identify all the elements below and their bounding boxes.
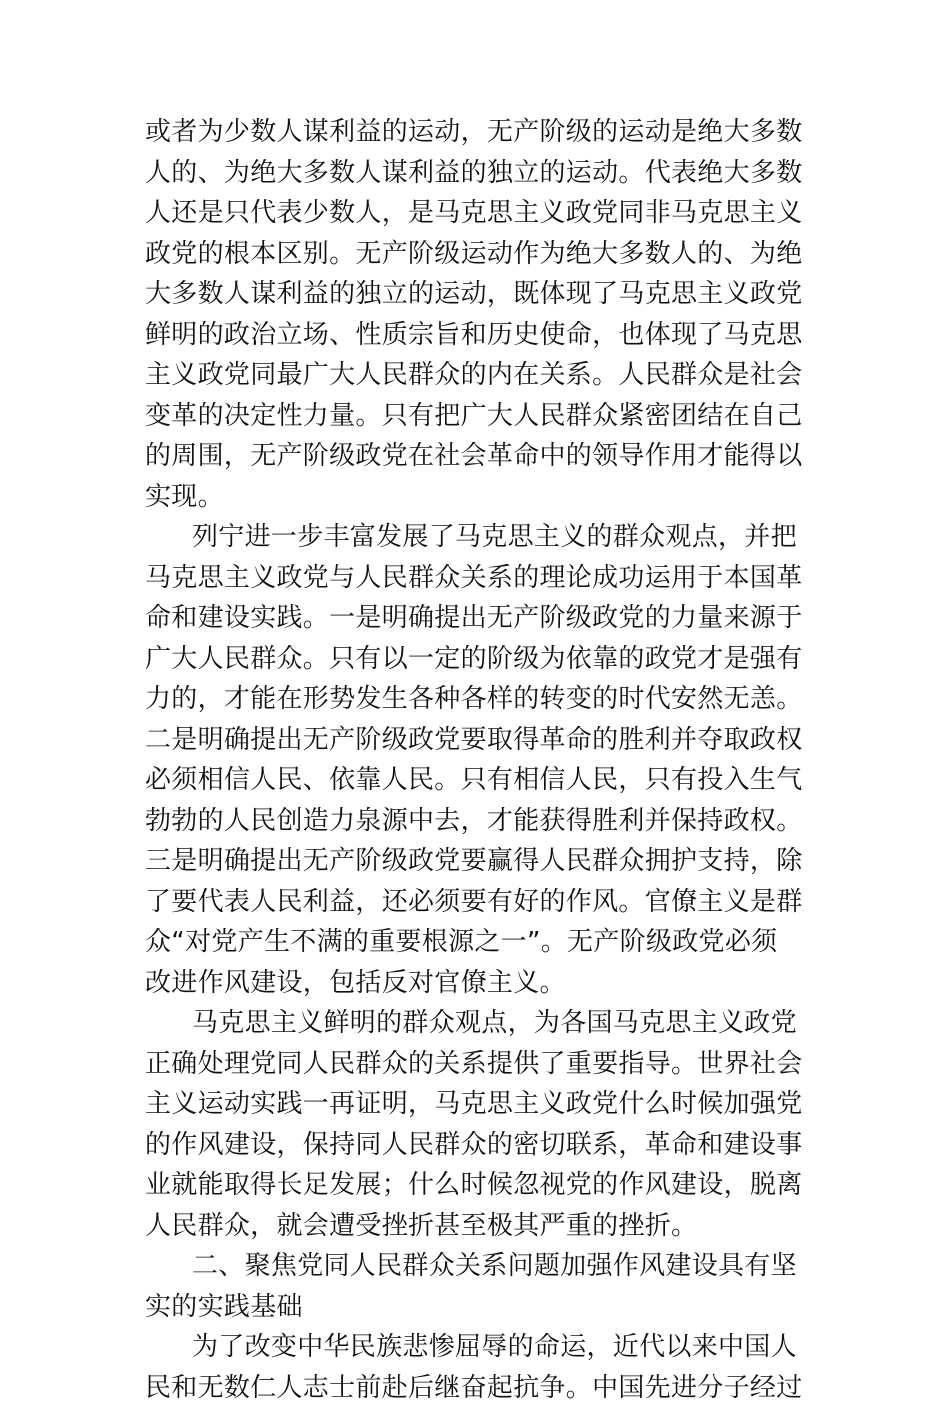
text-line: 勃勃的人民创造力泉源中去，才能获得胜利并保持政权。 — [145, 801, 809, 842]
text-line: 主义运动实践一再证明，马克思主义政党什么时候加强党 — [145, 1084, 809, 1125]
text-line: 了要代表人民利益，还必须要有好的作风。官僚主义是群 — [145, 882, 809, 923]
text-line: 马克思主义政党与人民群众关系的理论成功运用于本国革 — [145, 558, 809, 599]
text-line: 三是明确提出无产阶级政党要赢得人民群众拥护支持，除 — [145, 841, 809, 882]
text-line: 政党的根本区别。无产阶级运动作为绝大多数人的、为绝 — [145, 234, 809, 275]
text-line: 实现。 — [145, 477, 809, 518]
text-line: 正确处理党同人民群众的关系提供了重要指导。世界社会 — [145, 1044, 809, 1085]
text-line: 二是明确提出无产阶级政党要取得革命的胜利并夺取政权 — [145, 720, 809, 761]
text-line: 的作风建设，保持同人民群众的密切联系，革命和建设事 — [145, 1125, 809, 1166]
text-line: 人还是只代表少数人，是马克思主义政党同非马克思主义 — [145, 193, 809, 234]
text-line: 必须相信人民、依靠人民。只有相信人民，只有投入生气 — [145, 760, 809, 801]
text-line: 的周围，无产阶级政党在社会革命中的领导作用才能得以 — [145, 436, 809, 477]
paragraph-first-line: 列宁进一步丰富发展了马克思主义的群众观点，并把 — [145, 517, 809, 558]
text-line: 命和建设实践。一是明确提出无产阶级政党的力量来源于 — [145, 598, 809, 639]
text-line: 力的，才能在形势发生各种各样的转变的时代安然无恙。 — [145, 679, 809, 720]
paragraph-first-line: 二、聚焦党同人民群众关系问题加强作风建设具有坚 — [145, 1246, 809, 1287]
text-line: 改进作风建设，包括反对官僚主义。 — [145, 963, 809, 1004]
text-line: 人民群众，就会遭受挫折甚至极其严重的挫折。 — [145, 1206, 809, 1247]
text-line: 民和无数仁人志士前赴后继奋起抗争。中国先进分子经过 — [145, 1368, 809, 1408]
text-line: 鲜明的政治立场、性质宗旨和历史使命，也体现了马克思 — [145, 315, 809, 356]
text-line: 实的实践基础 — [145, 1287, 809, 1328]
text-line: 广大人民群众。只有以一定的阶级为依靠的政党才是强有 — [145, 639, 809, 680]
text-line: 变革的决定性力量。只有把广大人民群众紧密团结在自己 — [145, 396, 809, 437]
paragraph-first-line: 为了改变中华民族悲惨屈辱的命运，近代以来中国人 — [145, 1327, 809, 1368]
text-line: 人的、为绝大多数人谋利益的独立的运动。代表绝大多数 — [145, 153, 809, 194]
text-line: 大多数人谋利益的独立的运动，既体现了马克思主义政党 — [145, 274, 809, 315]
body-text — [145, 112, 809, 1408]
paragraph-first-line: 马克思主义鲜明的群众观点，为各国马克思主义政党 — [145, 1003, 809, 1044]
text-line: 众“对党产生不满的重要根源之一”。无产阶级政党必须 — [145, 922, 809, 963]
text-line: 业就能取得长足发展；什么时候忽视党的作风建设，脱离 — [145, 1165, 809, 1206]
text-line: 主义政党同最广大人民群众的内在关系。人民群众是社会 — [145, 355, 809, 396]
text-line: 或者为少数人谋利益的运动，无产阶级的运动是绝大多数 — [145, 112, 809, 153]
